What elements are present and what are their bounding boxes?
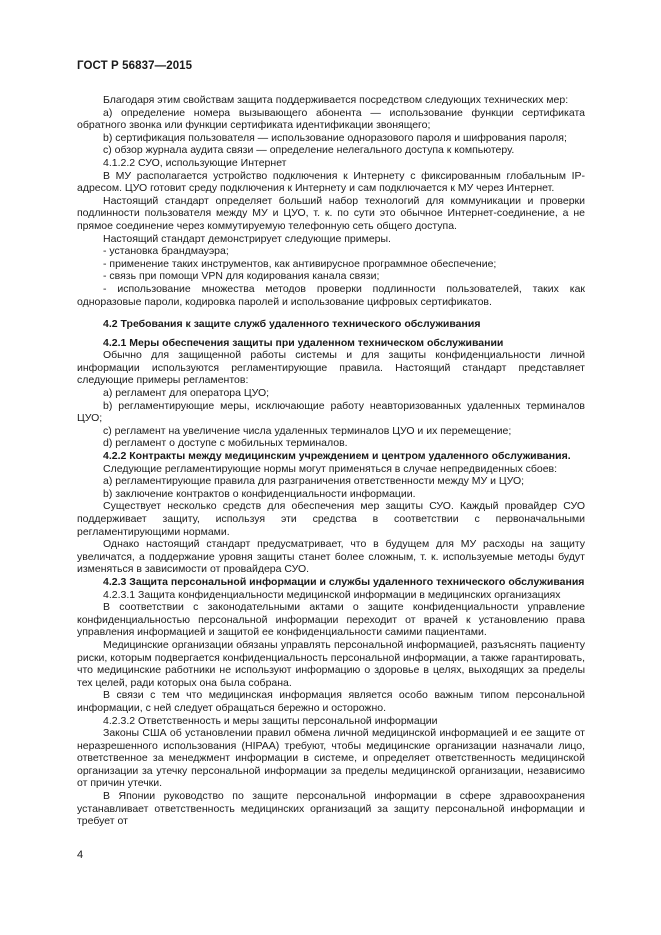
list-item: a) определение номера вызывающего абонента — использование функции сертификата обратного звонка или функции сертификата идентификации звонящего;: [77, 106, 585, 132]
document-header: ГОСТ Р 56837—2015: [77, 60, 193, 72]
list-item: c) обзор журнала аудита связи — определение нелегального доступа к компьютеру.: [103, 144, 515, 157]
paragraph: Благодаря этим свойствам защита поддерживается посредством следующих технических мер:: [103, 94, 569, 106]
list-item: - связь при помощи VPN для кодирования канала связи;: [103, 270, 380, 283]
subsection-heading: 4.2.1 Меры обеспечения защиты при удаленном техническом обслуживании: [103, 336, 504, 349]
paragraph: Настоящий стандарт демонстрирует следующие примеры.: [103, 232, 391, 245]
section-heading: 4.2 Требования к защите служб удаленного технического обслуживания: [103, 318, 481, 331]
list-item: - установка брандмауэра;: [103, 245, 229, 258]
document-body: [77, 94, 585, 828]
paragraph: Медицинские организации обязаны управлять персональной информацией, разъяснять пациенту риски, которым подвергается конфиденциальность персональной информации, а также гарантировать, что медицинские работники не используют информацию о здоровье в целях, выходящих за пределы тех целей, ради которых она была собрана.: [77, 638, 585, 689]
subsection-heading: 4.2.3 Защита персональной информации и службы удаленного технического обслуживания: [103, 575, 585, 588]
paragraph: В соответствии с законодательными актами о защите конфиденциальности управление конфиденциальностью персональной информации переходит от врачей к установлению права управления информацией и защитой ее конфиденциальности самими пациентами.: [77, 601, 585, 639]
paragraph: В связи с тем что медицинская информация является особо важным типом персональной информации, с ней следует обращаться бережно и осторожно.: [77, 689, 585, 714]
subsection-heading: 4.1.2.2 СУО, использующие Интернет: [103, 156, 287, 169]
list-item: c) регламент на увеличение числа удаленных терминалов ЦУО и их перемещение;: [103, 424, 512, 437]
list-item: b) заключение контрактов о конфиденциальности информации.: [103, 487, 416, 500]
paragraph: Существует несколько средств для обеспечения мер защиты СУО. Каждый провайдер СУО поддерживает защиту, используя эти средства в соответствии с первоначальными регламентирующими нормами.: [77, 500, 585, 538]
list-item: a) регламент для оператора ЦУО;: [103, 387, 270, 400]
paragraph: В МУ располагается устройство подключения к Интернету с фиксированным глобальным IP-адресом. ЦУО готовит среду подключения к Интернету и сам подключается к МУ через Интернет.: [77, 169, 585, 195]
paragraph: Однако настоящий стандарт предусматривает, что в будущем для МУ расходы на защиту увеличатся, а поддержание уровня защиты станет более сложным, т. к. используемые методы будут изменяться в зависимости от провайдера СУО.: [77, 538, 585, 576]
paragraph: Следующие регламентирующие нормы могут применяться в случае непредвиденных сбоев:: [103, 462, 558, 475]
subsection-heading: 4.2.3.2 Ответственность и меры защиты персональной информации: [103, 714, 438, 727]
list-item: b) регламентирующие меры, исключающие работу неавторизованных удаленных терминалов ЦУО;: [77, 399, 585, 425]
list-item: - применение таких инструментов, как антивирусное программное обеспечение;: [103, 257, 497, 270]
subsection-heading: 4.2.2 Контракты между медицинским учреждением и центром удаленного обслуживания.: [103, 450, 571, 463]
list-item: d) регламент о доступе с мобильных терминалов.: [103, 437, 348, 450]
subsection-heading: 4.2.3.1 Защита конфиденциальности медицинской информации в медицинских организациях: [103, 588, 561, 601]
list-item: - использование множества методов проверки подлинности пользователей, таких как одноразовые пароли, кодировка паролей и использование цифровых сертификатов.: [77, 282, 585, 308]
paragraph: В Японии руководство по защите персональной информации в сфере здравоохранения устанавливает ответственность медицинских организаций за защиту персональной информации и требует от: [77, 790, 585, 828]
list-item: b) сертификация пользователя — использование одноразового пароля и шифрования пароля;: [103, 131, 567, 144]
paragraph: Обычно для защищенной работы системы и для защиты конфиденциальности личной информации используются регламентирующие правила. Настоящий стандарт представляет следующие примеры регламентов:: [77, 349, 585, 387]
paragraph: Настоящий стандарт определяет больший набор технологий для коммуникации и проверки подлинности пользователя между МУ и ЦУО, т. к. по сути это обычное Интернет-соединение, а не прямое соединение через коммутируемую телефонную сеть общего доступа.: [77, 194, 585, 232]
paragraph: Законы США об установлении правил обмена личной медицинской информацией и ее защите от неразрешенного использования (HIPAA) требуют, чтобы медицинские организации назначали лицо, ответственное за менеджмент информации в системе, и определяет ответственность медицинской организации за утечку персональной информации за пределы медицинской организации, независимо от причин утечки.: [77, 727, 585, 790]
page-number: 4: [77, 849, 84, 861]
list-item: a) регламентирующие правила для разграничения ответственности между МУ и ЦУО;: [103, 475, 525, 488]
